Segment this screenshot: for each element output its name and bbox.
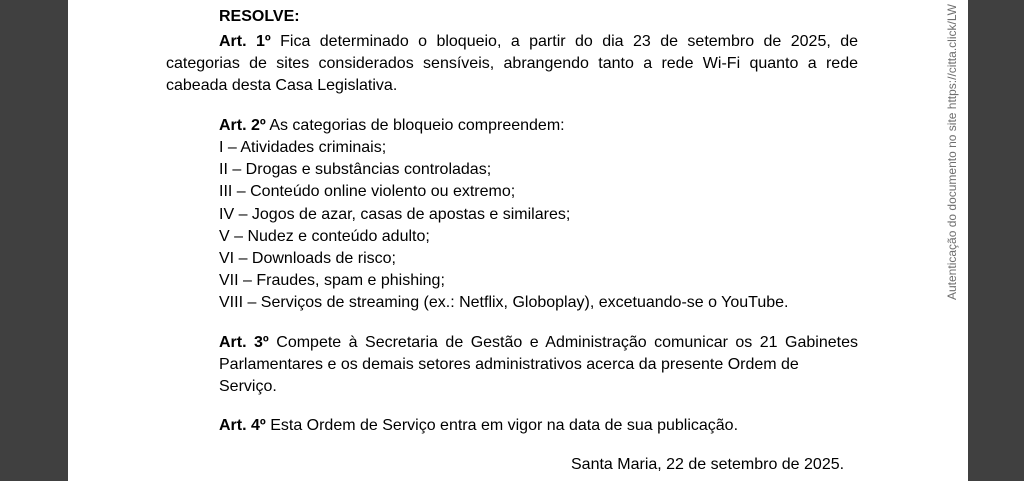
list-item: III – Conteúdo online violento ou extremo; bbox=[219, 183, 516, 200]
list-item: IV – Jogos de azar, casas de apostas e similares; bbox=[219, 206, 571, 223]
article-3-line-3: Serviço. bbox=[219, 378, 277, 395]
article-3-label: Art. 3º bbox=[219, 334, 269, 351]
authentication-stamp-text: Autenticação do documento no site https://citta.click/LW bbox=[945, 4, 959, 300]
resolve-heading: RESOLVE: bbox=[219, 8, 300, 25]
list-item: VI – Downloads de risco; bbox=[219, 250, 396, 267]
article-1-line-2: categorias de sites considerados sensíveis, abrangendo tanto a rede Wi-Fi quanto a rede bbox=[166, 55, 858, 72]
list-item: V – Nudez e conteúdo adulto; bbox=[219, 228, 430, 245]
article-2-intro: Art. 2º As categorias de bloqueio compreendem: bbox=[219, 117, 565, 134]
viewer-right-gutter bbox=[968, 0, 1024, 481]
list-item: I – Atividades criminais; bbox=[219, 139, 387, 156]
list-item: VII – Fraudes, spam e phishing; bbox=[219, 272, 445, 289]
signature-date: Santa Maria, 22 de setembro de 2025. bbox=[571, 456, 845, 473]
authentication-stamp bbox=[945, 0, 959, 300]
article-1-label: Art. 1º bbox=[219, 33, 271, 50]
article-1-line-3: cabeada desta Casa Legislativa. bbox=[166, 77, 398, 94]
article-4-label: Art. 4º bbox=[219, 417, 266, 434]
article-1-line-1: Art. 1º Fica determinado o bloqueio, a partir do dia 23 de setembro de 2025, de bbox=[219, 33, 858, 50]
viewer-left-gutter bbox=[0, 0, 68, 481]
article-3-line-2: Parlamentares e os demais setores administrativos acerca da presente Ordem de bbox=[219, 356, 799, 373]
list-item: VIII – Serviços de streaming (ex.: Netflix, Globoplay), excetuando-se o YouTube. bbox=[219, 294, 789, 311]
article-3-line-1: Art. 3º Compete à Secretaria de Gestão e Administração comunicar os 21 Gabinetes bbox=[219, 334, 858, 351]
article-4: Art. 4º Esta Ordem de Serviço entra em vigor na data de sua publicação. bbox=[219, 417, 739, 434]
article-2-label: Art. 2º bbox=[219, 117, 266, 134]
list-item: II – Drogas e substâncias controladas; bbox=[219, 161, 492, 178]
